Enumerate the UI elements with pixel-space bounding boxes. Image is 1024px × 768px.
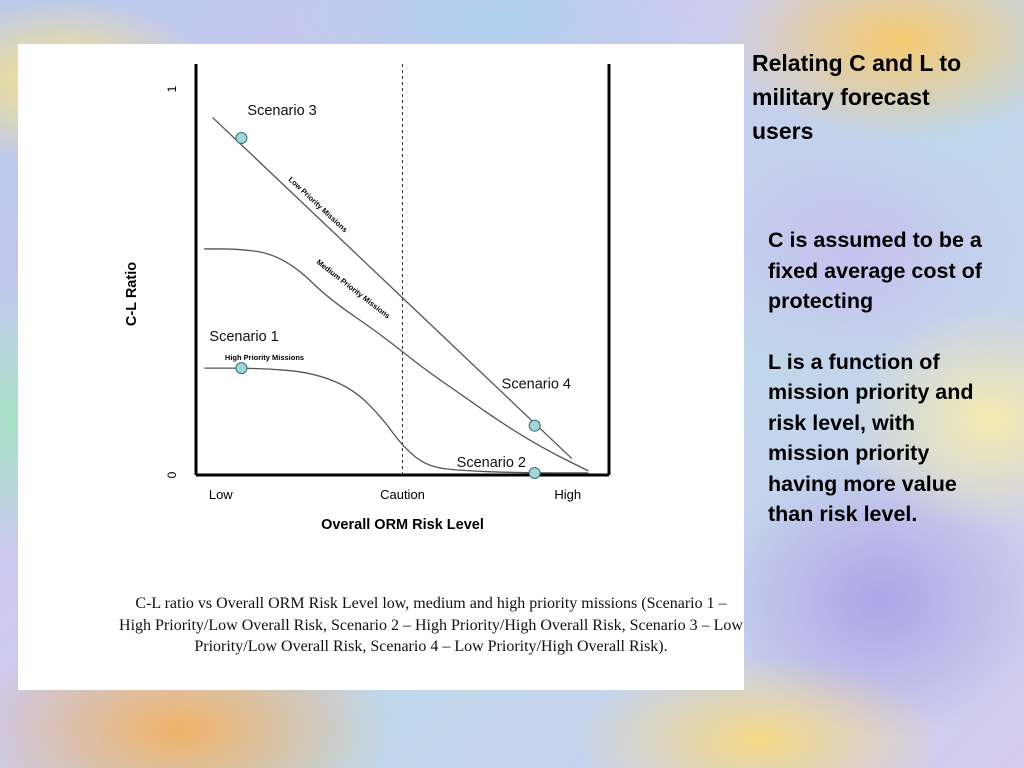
x-tick-label-caution: Caution [380, 487, 425, 502]
series-label-high-priority-missions: High Priority Missions [224, 353, 305, 363]
y-tick-label-1: 1 [165, 85, 179, 93]
scenario-label-scenario-2: Scenario 2 [456, 454, 526, 471]
scenario-marker-scenario-3 [236, 132, 247, 143]
series-line-low-priority-missions [213, 117, 572, 458]
markers-layer [209, 103, 571, 478]
chart-panel [18, 44, 744, 690]
paragraph-c: C is assumed to be a fixed average cost of protecting [768, 228, 982, 313]
series-layer [204, 117, 588, 473]
series-label-low-priority-missions: Low Priority Missions [286, 174, 350, 235]
slide-title: Relating C and L to military forecast users [752, 50, 962, 144]
paragraph-l: L is a function of mission priority and risk level, with mission priority having more value than risk level. [768, 349, 974, 526]
x-tick-label-low: Low [208, 487, 233, 502]
x-axis-title: Overall ORM Risk Level [321, 517, 484, 533]
y-axis-title: C-L Ratio [124, 261, 140, 327]
series-label-medium-priority-missions: Medium Priority Missions [314, 257, 392, 321]
scenario-label-scenario-4: Scenario 4 [501, 376, 571, 393]
cl-ratio-chart [18, 44, 744, 604]
scenario-label-scenario-3: Scenario 3 [247, 102, 317, 119]
y-tick-label-0: 0 [165, 471, 179, 479]
figure-caption: C-L ratio vs Overall ORM Risk Level low, medium and high priority missions (Scenario 1 – High Priority/Low Overall Risk, Scenario 2 – High Priority/High Overall Risk, Scenario 3 – Low Priority/Low Overall Risk, Scenario 4 – Low Priority/High Overall Risk). [119, 595, 743, 655]
scenario-marker-scenario-4 [529, 420, 540, 431]
scenario-marker-scenario-1 [236, 363, 247, 374]
scenario-marker-scenario-2 [529, 467, 540, 478]
scenario-label-scenario-1: Scenario 1 [209, 329, 279, 346]
body-text [768, 225, 988, 560]
x-tick-label-high: High [554, 487, 582, 502]
